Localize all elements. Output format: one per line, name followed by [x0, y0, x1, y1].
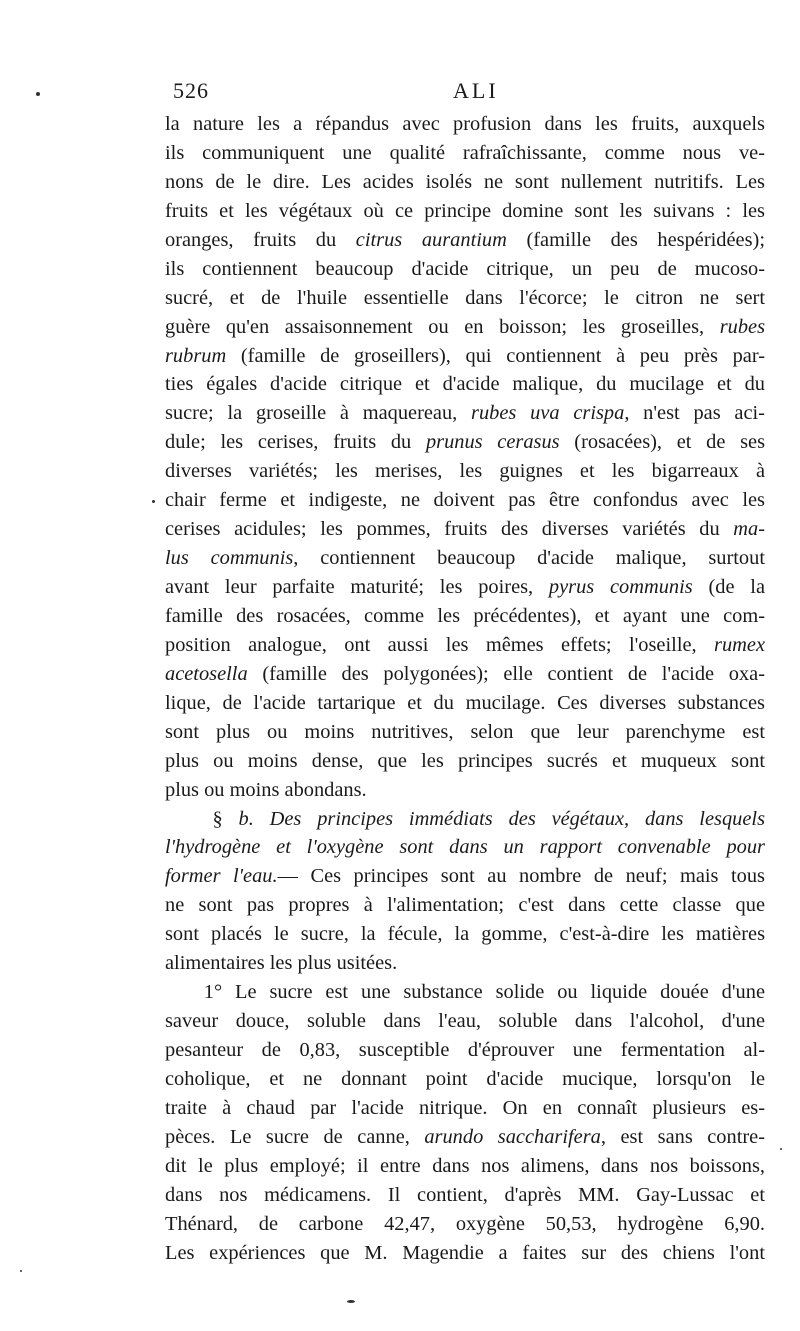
italic-text-run: pyrus communis: [548, 576, 693, 598]
text-line: [165, 602, 765, 631]
italic-text-run: rubes uva crispa: [471, 402, 625, 425]
page-number: 526: [173, 78, 209, 103]
scan-speck: [152, 500, 155, 503]
italic-text-run: prunus cerasus: [425, 431, 560, 454]
italic-text-run: l'hydrogène et l'oxygène sont dans un rapport convenable pour: [165, 836, 765, 859]
text-run: position analogue, ont aussi les mêmes effets; l'oseille,: [165, 633, 715, 656]
text-run: dit le plus employé; il entre dans nos alimens, dans nos boissons,: [165, 1154, 765, 1177]
text-run: saveur douce, soluble dans l'eau, soluble dans l'alcohol, d'une: [165, 1010, 765, 1033]
text-line: [165, 399, 765, 428]
text-line: [165, 1239, 765, 1268]
text-line: [165, 776, 765, 805]
text-run: Les expériences que M. Magendie a faites sur des chiens l'ont: [165, 1241, 765, 1264]
text-line: [165, 1210, 765, 1239]
italic-text-run: acetosella: [165, 662, 248, 685]
text-line: [165, 805, 765, 834]
text-line: [165, 1094, 765, 1123]
text-run: (famille des polygonées); elle contient de l'acide oxa-: [247, 662, 765, 685]
italic-text-run: citrus aurantium: [355, 228, 507, 251]
text-run: oranges, fruits du: [165, 228, 356, 251]
italic-text-run: rubes: [719, 315, 765, 338]
italic-text-run: former l'eau.: [165, 865, 278, 888]
text-line: [165, 226, 765, 255]
text-line: [165, 370, 765, 399]
scan-speck: [36, 92, 40, 96]
text-line: [165, 1007, 765, 1036]
text-line: [165, 544, 765, 573]
text-line: [165, 718, 765, 747]
text-line: [165, 515, 765, 544]
italic-text-run: rubrum: [165, 344, 227, 367]
text-line: [165, 197, 765, 226]
text-run: fruits et les végétaux où ce principe domine sont les suivans : les: [165, 199, 765, 222]
text-line: [165, 313, 765, 342]
text-run: (de la: [692, 576, 765, 598]
italic-text-run: rumex: [714, 633, 765, 656]
text-run: sucré, et de l'huile essentielle dans l'écorce; le citron ne sert: [165, 286, 765, 309]
text-line: [165, 833, 765, 862]
text-run: pesanteur de 0,83, susceptible d'éprouver une fermentation al-: [165, 1039, 765, 1061]
text-line: [165, 139, 765, 168]
text-line: [165, 862, 765, 891]
text-run: nons de le dire. Les acides isolés ne sont nullement nutritifs. Les: [165, 170, 765, 193]
text-line: [165, 920, 765, 949]
text-run: sucre; la groseille à maquereau,: [165, 402, 472, 425]
text-line: [165, 457, 765, 486]
scan-speck: [780, 1148, 782, 1150]
text-run: traite à chaud par l'acide nitrique. On en connaît plusieurs es-: [165, 1096, 765, 1119]
text-run: avant leur parfaite maturité; les poires,: [165, 576, 549, 598]
text-run: guère qu'en assaisonnement ou en boisson; les groseilles,: [165, 315, 720, 338]
text-run: 1° Le sucre est une substance solide ou liquide douée d'une: [203, 981, 765, 1004]
text-line: [165, 978, 765, 1007]
text-line: [165, 891, 765, 920]
text-run: , n'est pas aci-: [624, 402, 765, 425]
text-line: [165, 747, 765, 776]
text-run: ils communiquent une qualité rafraîchissante, comme nous ve-: [165, 141, 765, 164]
text-line: [165, 1036, 765, 1065]
scan-speck: [347, 1300, 355, 1303]
text-run: (famille de groseillers), qui contiennent à peu près par-: [226, 344, 765, 367]
text-run: — Ces principes sont au nombre de neuf; mais tous: [277, 865, 765, 888]
text-line: [165, 486, 765, 515]
text-run: , contiennent beaucoup d'acide malique, surtout: [293, 547, 765, 570]
text-line: [165, 1181, 765, 1210]
running-head: [165, 78, 765, 110]
text-run: lique, de l'acide tartarique et du mucilage. Ces diverses substances: [165, 691, 765, 714]
text-run: cerises acidules; les pommes, fruits des diverses variétés du: [165, 518, 734, 541]
text-run: dans nos médicamens. Il contient, d'après MM. Gay-Lussac et: [165, 1183, 765, 1206]
italic-text-run: b. Des principes immédiats des végétaux, dans lesquels: [238, 807, 766, 830]
text-run: plus ou moins dense, que les principes sucrés et muqueux sont: [165, 749, 765, 772]
text-run: diverses variétés; les merises, les guignes et les bigarreaux à: [165, 460, 765, 483]
text-line: [165, 573, 765, 602]
italic-text-run: lus communis: [165, 547, 294, 570]
scan-speck: [20, 1270, 22, 1272]
body-text: [165, 110, 765, 1268]
text-line: [165, 949, 765, 978]
text-line: [165, 631, 765, 660]
text-line: [165, 660, 765, 689]
italic-text-run: ma-: [733, 518, 765, 541]
text-run: chair ferme et indigeste, ne doivent pas être confondus avec les: [165, 489, 765, 512]
text-line: [165, 284, 765, 313]
text-run: plus ou moins abondans.: [165, 778, 367, 801]
text-run: ils contiennent beaucoup d'acide citrique, un peu de mucoso-: [165, 257, 765, 280]
text-line: [165, 255, 765, 284]
text-line: [165, 428, 765, 457]
text-run: sont placés le sucre, la fécule, la gomme, c'est-à-dire les matières: [165, 923, 765, 946]
text-run: famille des rosacées, comme les précédentes), et ayant une com-: [165, 604, 765, 627]
text-line: [165, 168, 765, 197]
italic-text-run: arundo saccharifera: [424, 1125, 601, 1148]
text-run: pèces. Le sucre de canne,: [165, 1125, 425, 1148]
text-run: , est sans contre-: [600, 1125, 765, 1148]
text-line: [165, 1065, 765, 1094]
text-run: Thénard, de carbone 42,47, oxygène 50,53, hydrogène 6,90.: [165, 1212, 765, 1235]
text-line: [165, 689, 765, 718]
text-run: (famille des hespéridées);: [506, 228, 765, 251]
text-line: [165, 1152, 765, 1181]
text-run: sont plus ou moins nutritives, selon que leur parenchyme est: [165, 720, 765, 743]
text-line: [165, 342, 765, 371]
text-line: [165, 110, 765, 139]
running-title: ALI: [453, 78, 499, 103]
text-run: la nature les a répandus avec profusion dans les fruits, auxquels: [165, 113, 765, 135]
text-run: (rosacées), et de ses: [559, 431, 766, 454]
text-line: [165, 1123, 765, 1152]
text-run: dule; les cerises, fruits du: [165, 431, 426, 454]
text-run: ties égales d'acide citrique et d'acide malique, du mucilage et du: [165, 373, 765, 396]
text-run: ne sont pas propres à l'alimentation; c'est dans cette classe que: [165, 894, 765, 917]
text-run: alimentaires les plus usitées.: [165, 952, 398, 975]
text-run: coholique, et ne donnant point d'acide mucique, lorsqu'on le: [165, 1067, 765, 1090]
text-run: §: [212, 807, 239, 830]
